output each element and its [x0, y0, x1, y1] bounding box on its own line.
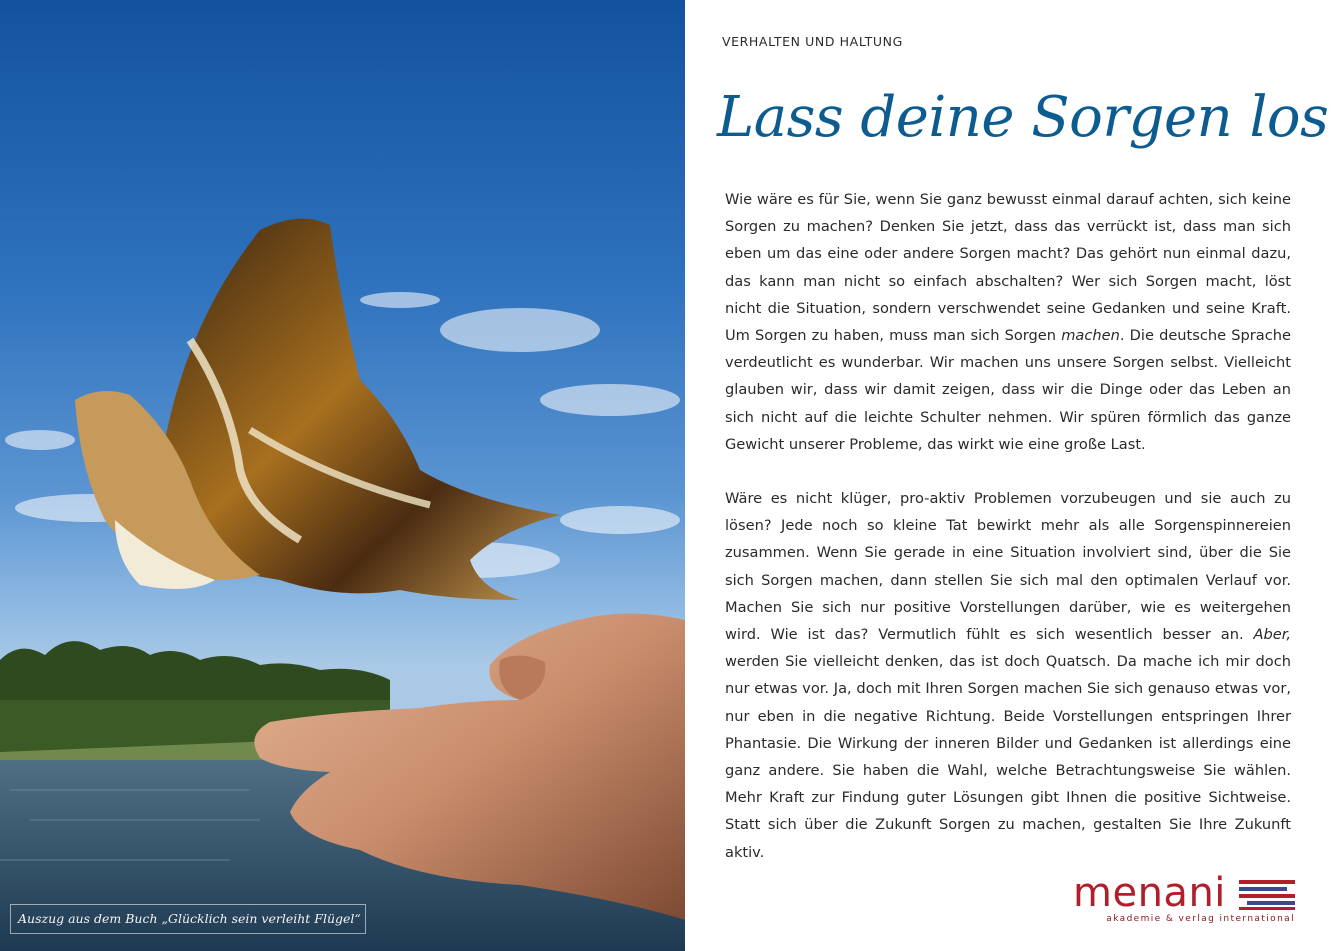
logo-stripes-icon	[1239, 880, 1295, 910]
logo-wordmark: menani	[1073, 870, 1226, 916]
article-title: Lass deine Sorgen los	[717, 85, 1329, 150]
paragraph-text: Wäre es nicht klüger, pro-aktiv Problemen vorzubeugen und sie auch zu lösen? Jede noch so kleine Tat bewirkt mehr als alle Sorgenspinnereien zusammen. Wenn Sie gerade in eine Situation involviert sind, über die Sie sich Sorgen machen, dann stellen Sie sich mal den optimalen Verlauf vor. Machen Sie sich nur positive Vorstellungen darüber, wie es weitergehen wird. Wie ist das? Vermutlich fühlt es sich wesentlich besser an.	[725, 490, 1291, 644]
emphasis-text: Aber,	[1253, 626, 1291, 644]
paragraph-text: Wie wäre es für Sie, wenn Sie ganz bewusst einmal darauf achten, sich keine Sorgen zu machen? Denken Sie jetzt, dass das verrückt ist, dass man sich eben um das eine oder andere Sorgen macht? Das gehört nun einmal dazu, das kann man nicht so einfach abschalten? Wer sich Sorgen macht, löst nicht die Situation, sondern verschwendet seine Gedanken und seine Kraft. Um Sorgen zu haben, muss man sich Sorgen	[725, 191, 1291, 345]
paragraph-text: . Die deutsche Sprache verdeutlicht es wunderbar. Wir machen uns unsere Sorgen selbst. Vielleicht glauben wir, dass wir damit zeigen, dass wir die Dinge oder das Leben an sich nicht auf die leichte Schulter nehmen. Wir spüren förmlich das ganze Gewicht unserer Probleme, das wirkt wie eine große Last.	[725, 327, 1292, 453]
article-paragraph	[725, 186, 1291, 458]
logo-tagline: akademie & verlag international	[1106, 914, 1295, 924]
article	[685, 0, 1340, 951]
emphasis-text: machen	[1061, 327, 1120, 345]
menani-logo	[1073, 870, 1295, 928]
article-paragraph	[725, 485, 1291, 866]
butterfly	[75, 219, 560, 600]
photo-caption: Auszug aus dem Buch „Glücklich sein verleiht Flügel“	[10, 904, 366, 934]
paragraph-text: werden Sie vielleicht denken, das ist doch Quatsch. Da mache ich mir doch nur etwas vor. Ja, doch mit Ihren Sorgen machen Sie sich genauso etwas vor, nur eben in die negative Richtung. Beide Vorstellungen entspringen Ihrer Phantasie. Die Wirkung der inneren Bilder und Gedanken ist allerdings eine ganz andere. Sie haben die Wahl, welche Betrachtungsweise Sie wählen. Mehr Kraft zur Findung guter Lösungen gibt Ihnen die positive Sichtweise. Statt sich über die Zukunft Sorgen zu machen, gestalten Sie Ihre Zukunft aktiv.	[725, 653, 1291, 861]
article-kicker: VERHALTEN UND HALTUNG	[722, 34, 903, 49]
article-body	[725, 186, 1291, 866]
